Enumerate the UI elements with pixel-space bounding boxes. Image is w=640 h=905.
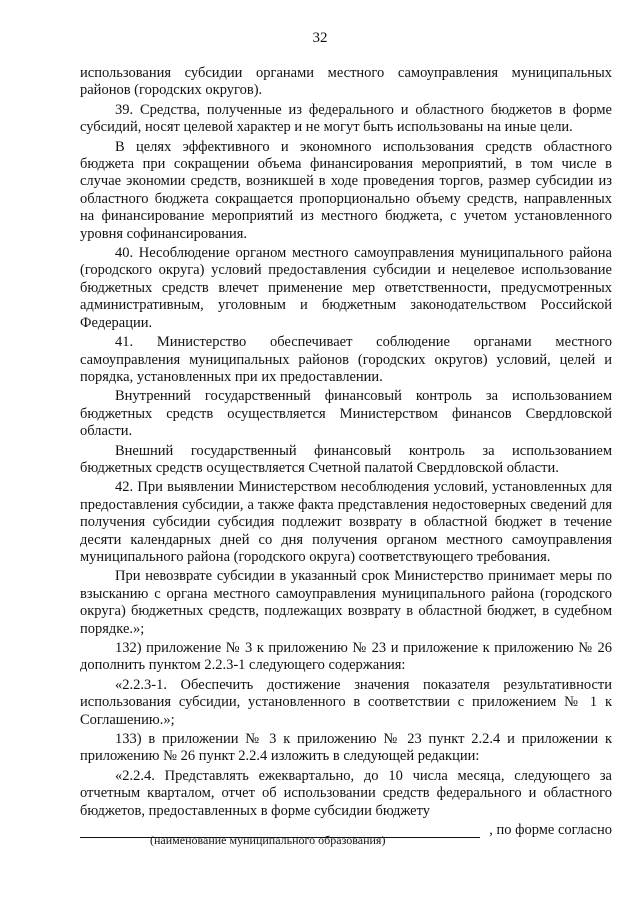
paragraph: «2.2.4. Представлять ежеквартально, до 10 числа месяца, следующего за отчетным кварталом, отчет об использовании средств федерального и областного бюджетов, предоставленных в форме субсидии бюджету bbox=[80, 767, 612, 819]
paragraph: При невозврате субсидии в указанный срок Министерство принимает меры по взысканию с органа местного самоуправления муниципального района (городского округа) бюджетных средств, подлежащих возврату в областной бюджет, в судебном порядке.»; bbox=[80, 568, 612, 637]
paragraph: 42. При выявлении Министерством несоблюдения условий, установленных для предоставления субсидии, а также факта представления недостоверных сведений для получения субсидии субсидия подлежит возврату в областной бюджет в течение десяти календарных дней со дня получения органом местного самоуправления муниципального района (городского округа) соответствующего требования. bbox=[80, 479, 612, 565]
paragraph: Внутренний государственный финансовый контроль за использованием бюджетных средств осуществляется Министерством финансов Свердловской области. bbox=[80, 388, 612, 440]
page-number: 32 bbox=[312, 30, 328, 46]
document-body bbox=[80, 65, 612, 840]
paragraph: 41. Министерство обеспечивает соблюдение органами местного самоуправления муниципальных районов (городских округов) условий, целей и порядка, установленных при их предоставлении. bbox=[80, 334, 612, 385]
paragraph: Внешний государственный финансовый контроль за использованием бюджетных средств осуществляется Счетной палатой Свердловской области. bbox=[80, 442, 612, 476]
paragraph: использования субсидии органами местного самоуправления муниципальных районов (городских округов). bbox=[80, 65, 612, 99]
paragraph: 133) в приложении № 3 к приложению № 23 пункт 2.2.4 и приложении к приложению № 26 пункт 2.2.4 изложить в следующей редакции: bbox=[80, 731, 612, 765]
paragraph: 132) приложение № 3 к приложению № 23 и приложение к приложению № 26 дополнить пунктом 2.2.3-1 следующего содержания: bbox=[80, 640, 612, 674]
paragraph: 40. Несоблюдение органом местного самоуправления муниципального района (городского округа) условий предоставления субсидии и нецелевое использование бюджетных средств влечет применение мер ответственности, предусмотренных административным, уголовным и бюджетным законодательством Российской Федерации. bbox=[80, 245, 612, 331]
paragraph: В целях эффективного и экономного использования средств областного бюджета при сокращении объема финансирования мероприятий, в том числе в случае экономии средств, возникшей в ходе проведения торгов, размер субсидии из областного бюджета сокращается пропорционально объему средств, направленных на финансирование мероприятий из местного бюджета, с учетом установленного уровня софинансирования. bbox=[80, 138, 612, 242]
paragraph: «2.2.3-1. Обеспечить достижение значения показателя результативности использования субсидии, установленного в соответствии с приложением № 1 к Соглашению.»; bbox=[80, 676, 612, 728]
paragraph: 39. Средства, полученные из федерального и областного бюджетов в форме субсидий, носят целевой характер и не могут быть использованы на иные цели. bbox=[80, 101, 612, 136]
blank-caption: (наименование муниципального образования) bbox=[150, 833, 386, 847]
signature-tail-text: , по форме согласно bbox=[489, 822, 612, 839]
